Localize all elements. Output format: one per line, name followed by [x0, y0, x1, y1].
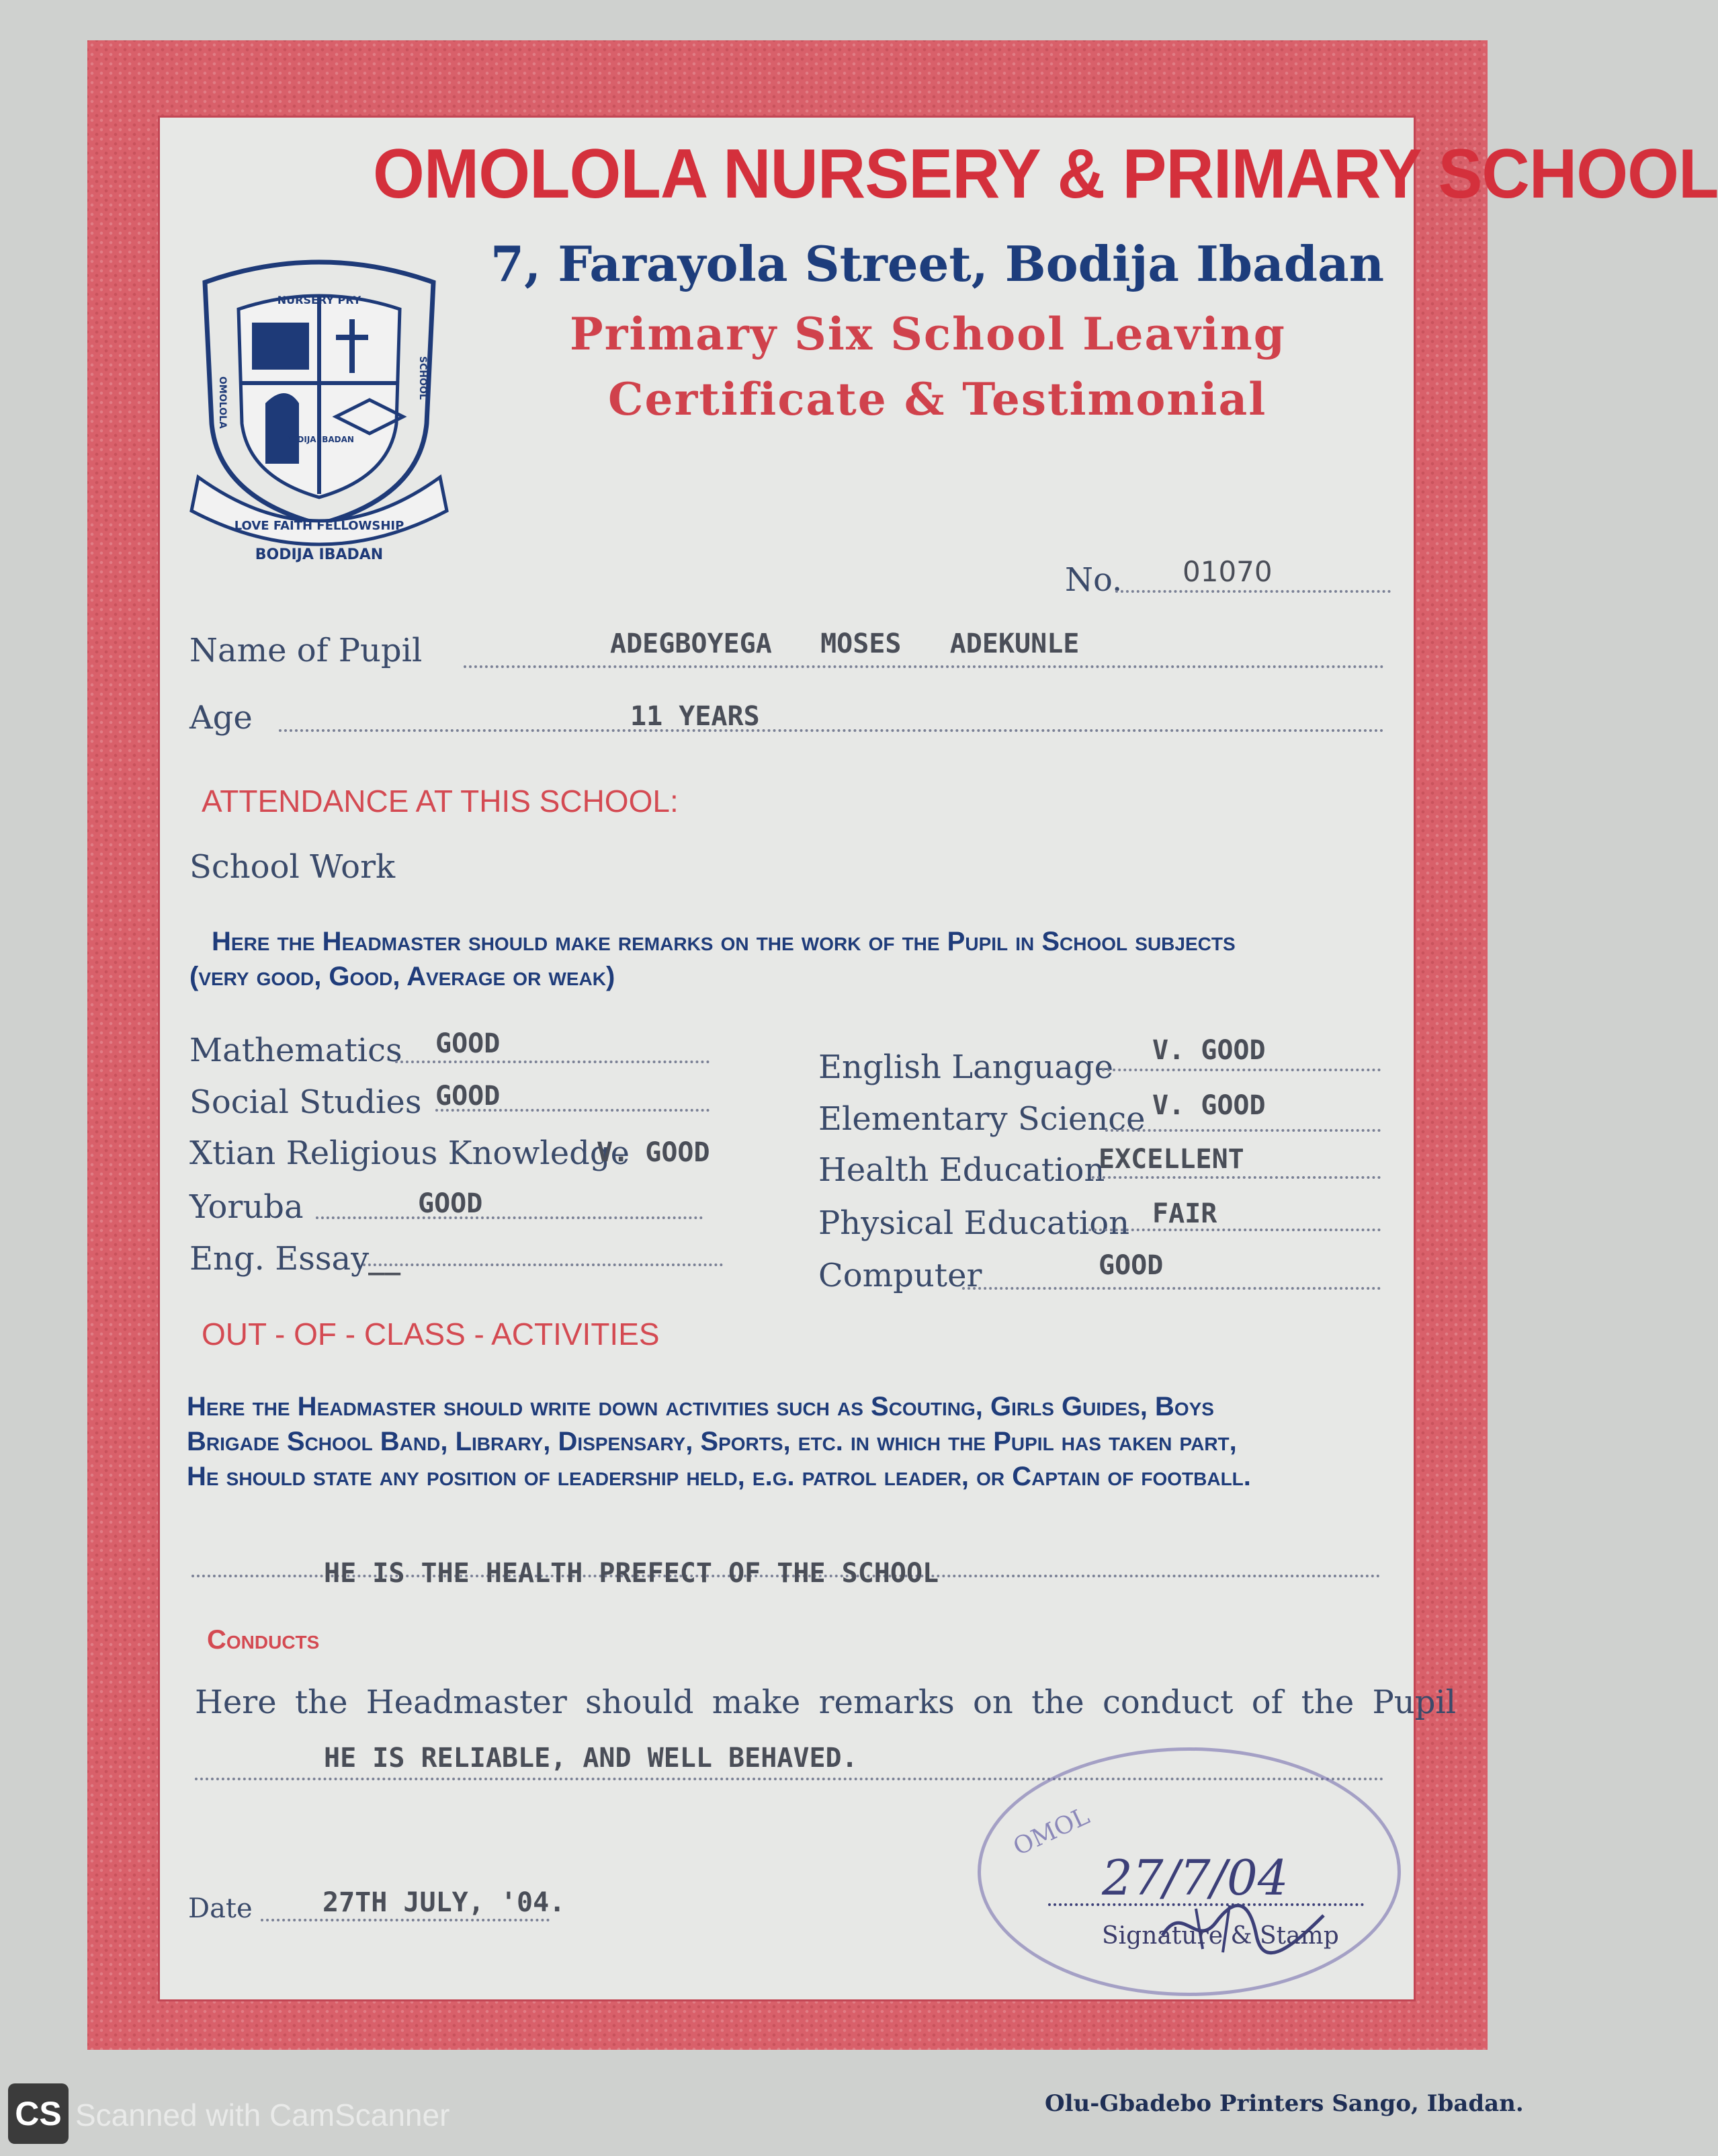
- crest-caption: BODIJA IBADAN: [255, 546, 384, 563]
- subject-label: Yoruba: [189, 1188, 304, 1226]
- school-address: 7, Farayola Street, Bodija Ibadan: [490, 235, 1385, 292]
- printer-name: Olu-Gbadebo Printers Sango, Ibadan.: [1045, 2090, 1524, 2117]
- subject-label: Eng. Essay: [189, 1240, 370, 1278]
- date-line: [261, 1919, 550, 1921]
- date-value: 27TH JULY, '04.: [323, 1887, 566, 1918]
- pupil-name-line: [464, 665, 1384, 668]
- subject-grade: V. GOOD: [597, 1137, 710, 1168]
- age-value: 11 YEARS: [630, 701, 760, 732]
- subject-label: Health Education: [818, 1151, 1105, 1189]
- subject-label: Physical Education: [818, 1204, 1130, 1242]
- certificate-title-line1: Primary Six School Leaving: [570, 308, 1286, 360]
- school-crest-icon: [191, 255, 447, 565]
- age-label: Age: [189, 699, 253, 737]
- subject-grade: GOOD: [1099, 1250, 1164, 1281]
- activities-instruction-1: Here the Headmaster should write down activities such as Scouting, Girls Guides, Boys: [187, 1392, 1214, 1421]
- scanner-watermark: Scanned with CamScanner: [75, 2098, 450, 2132]
- subject-grade: V. GOOD: [1152, 1035, 1266, 1066]
- crest-right-text: SCHOOL: [417, 356, 428, 400]
- subject-line: [395, 1061, 710, 1063]
- number-label: No.: [1065, 561, 1123, 599]
- pupil-name-label: Name of Pupil: [189, 632, 423, 669]
- crest-left-text: OMOLOLA: [217, 376, 228, 429]
- subject-grade: FAIR: [1152, 1198, 1217, 1229]
- school-work-label: School Work: [189, 848, 396, 886]
- number-line: [1115, 590, 1391, 593]
- certificate-title-line2: Certificate & Testimonial: [608, 373, 1267, 425]
- subject-label: Computer: [818, 1257, 982, 1294]
- crest-motto: LOVE FAITH FELLOWSHIP: [234, 519, 404, 533]
- handwritten-date: 27/7/04: [1102, 1850, 1289, 1906]
- subject-grade: GOOD: [418, 1188, 483, 1219]
- school-name: OMOLOLA NURSERY & PRIMARY SCHOOL: [373, 135, 1718, 213]
- conduct-heading: Conducts: [207, 1625, 320, 1655]
- subject-grade: GOOD: [435, 1028, 501, 1059]
- subject-grade: __: [368, 1245, 401, 1276]
- certificate-number: 01070: [1183, 555, 1273, 588]
- conduct-value: HE IS RELIABLE, AND WELL BEHAVED.: [324, 1743, 858, 1774]
- subject-line: [363, 1263, 723, 1266]
- subject-line: [1105, 1129, 1381, 1132]
- conduct-instruction: Here the Headmaster should make remarks on the conduct of the Pupil: [195, 1684, 1457, 1721]
- subject-line: [1102, 1069, 1381, 1071]
- activities-heading: OUT - OF - CLASS - ACTIVITIES: [202, 1317, 660, 1352]
- attendance-heading: ATTENDANCE AT THIS SCHOOL:: [202, 784, 679, 819]
- subject-grade: GOOD: [435, 1081, 501, 1112]
- subject-label: Xtian Religious Knowledge: [189, 1134, 630, 1172]
- crest-centre-text: BODIJA IBADAN: [284, 435, 354, 444]
- subject-line: [962, 1287, 1381, 1290]
- stamp-text: OMOL: [1008, 1802, 1094, 1862]
- subject-label: Mathematics: [189, 1032, 402, 1069]
- crest-top-text: NURSERY PRY: [277, 294, 361, 306]
- activities-value: HE IS THE HEALTH PREFECT OF THE SCHOOL: [324, 1558, 939, 1589]
- school-work-instruction-1: Here the Headmaster should make remarks on the work of the Pupil in School subjects: [212, 927, 1236, 956]
- subject-line: [1088, 1229, 1381, 1231]
- subject-line: [316, 1216, 703, 1219]
- signature-label: Signature & Stamp: [1102, 1922, 1339, 1950]
- subject-label: English Language: [818, 1048, 1113, 1086]
- date-label: Date: [188, 1893, 253, 1924]
- camscanner-logo: CS: [8, 2083, 69, 2144]
- subject-line: [1092, 1176, 1381, 1179]
- pupil-name-value: ADEGBOYEGA MOSES ADEKUNLE: [610, 628, 1080, 659]
- subject-label: Elementary Science: [818, 1100, 1146, 1138]
- subject-grade: V. GOOD: [1152, 1090, 1266, 1121]
- school-work-instruction-2: (very good, Good, Average or weak): [189, 962, 615, 991]
- activities-instruction-3: He should state any position of leadership held, e.g. patrol leader, or Captain of football.: [187, 1462, 1251, 1491]
- activities-instruction-2: Brigade School Band, Library, Dispensary, Sports, etc. in which the Pupil has taken part,: [187, 1427, 1237, 1456]
- subject-label: Social Studies: [189, 1083, 422, 1121]
- age-line: [279, 729, 1384, 732]
- subject-grade: EXCELLENT: [1099, 1144, 1244, 1175]
